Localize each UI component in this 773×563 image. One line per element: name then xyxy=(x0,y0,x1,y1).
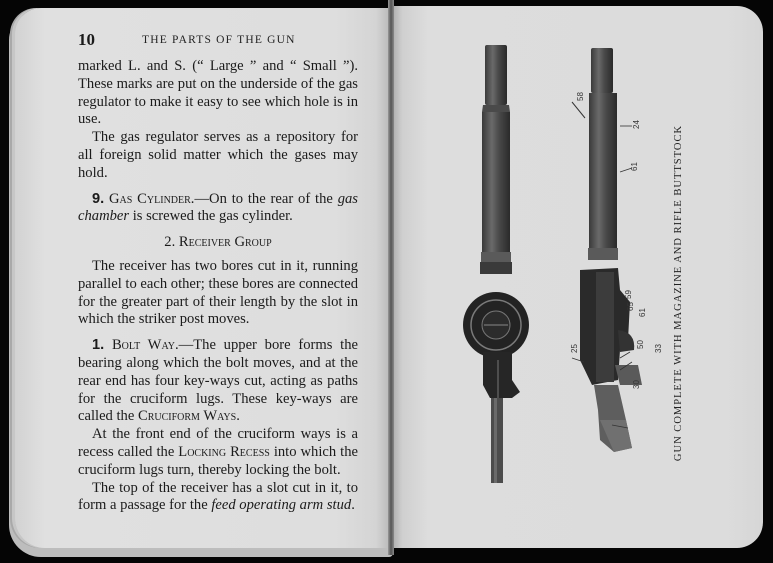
part-label: 65 xyxy=(625,302,635,311)
paragraph: The gas regulator serves as a repository for all foreign solid matter which the gases may hold. xyxy=(78,129,358,181)
section-heading: 2. Receiver Group xyxy=(164,234,272,251)
figure-caption: GUN COMPLETE WITH MAGAZINE AND RIFLE BUTTSTOCK xyxy=(673,124,684,462)
italic-term: feed operating arm stud xyxy=(211,497,352,514)
text-run: is screwed the gas cylinder. xyxy=(129,208,293,225)
text-run: . xyxy=(351,497,355,514)
term-heading: Gas Cylinder. xyxy=(109,190,195,207)
paragraph-gas-cylinder xyxy=(78,191,358,227)
part-label: 59 xyxy=(623,290,633,299)
running-head xyxy=(78,30,378,50)
small-caps-term: Cruciform Ways xyxy=(137,408,237,425)
left-page-body xyxy=(78,58,358,515)
gun-front-view-illustration xyxy=(450,40,560,490)
text-run: —On to the rear of the xyxy=(194,190,338,207)
small-caps-term: Locking Recess xyxy=(178,443,270,460)
part-label: 58 xyxy=(575,92,585,101)
part-label: 25 xyxy=(569,344,579,353)
part-label: 30 xyxy=(631,380,641,389)
part-label: 61 xyxy=(637,308,647,317)
term-heading: Bolt Way. xyxy=(111,337,179,354)
part-label: 61 xyxy=(629,162,639,171)
paragraph-locking-recess xyxy=(78,426,358,479)
text-run: into which the cruciform lugs turn, thereby locking the bolt. xyxy=(78,443,358,478)
part-label: 24 xyxy=(631,120,641,129)
paragraph-receiver-slot xyxy=(78,480,358,516)
text-run: The top of the receiver has a slot cut in it, to form a passage for the xyxy=(78,479,358,514)
text-run: At the front end of the cruciform ways is a recess called the xyxy=(78,426,358,460)
item-number: 1. xyxy=(92,337,105,354)
paragraph: marked L. and S. (“ Large ” and “ Small ”). These marks are put on the underside of the gas regulator to make it easy to see which hole is in use. xyxy=(78,58,358,128)
item-number: 9. xyxy=(92,190,105,207)
part-label: 33 xyxy=(653,344,663,353)
running-head-title: THE PARTS OF THE GUN xyxy=(142,34,296,46)
part-label: 50 xyxy=(635,340,645,349)
text-run: . xyxy=(236,408,240,425)
page-number: 10 xyxy=(78,30,95,49)
book-gutter xyxy=(388,0,394,555)
paragraph: The receiver has two bores cut in it, running parallel to each other; these bores are connected for the greater part of their length by the slot in which the striker post moves. xyxy=(78,257,358,328)
gun-side-view-illustration xyxy=(570,40,670,480)
text-run: —The upper bore forms the bearing along which the bolt moves, and at the rear end has four key-ways cut, acting as paths for the cruciform lugs. These key-ways are called the xyxy=(78,337,358,425)
italic-term: gas chamber xyxy=(78,190,358,225)
paragraph-bolt-way xyxy=(78,337,358,426)
